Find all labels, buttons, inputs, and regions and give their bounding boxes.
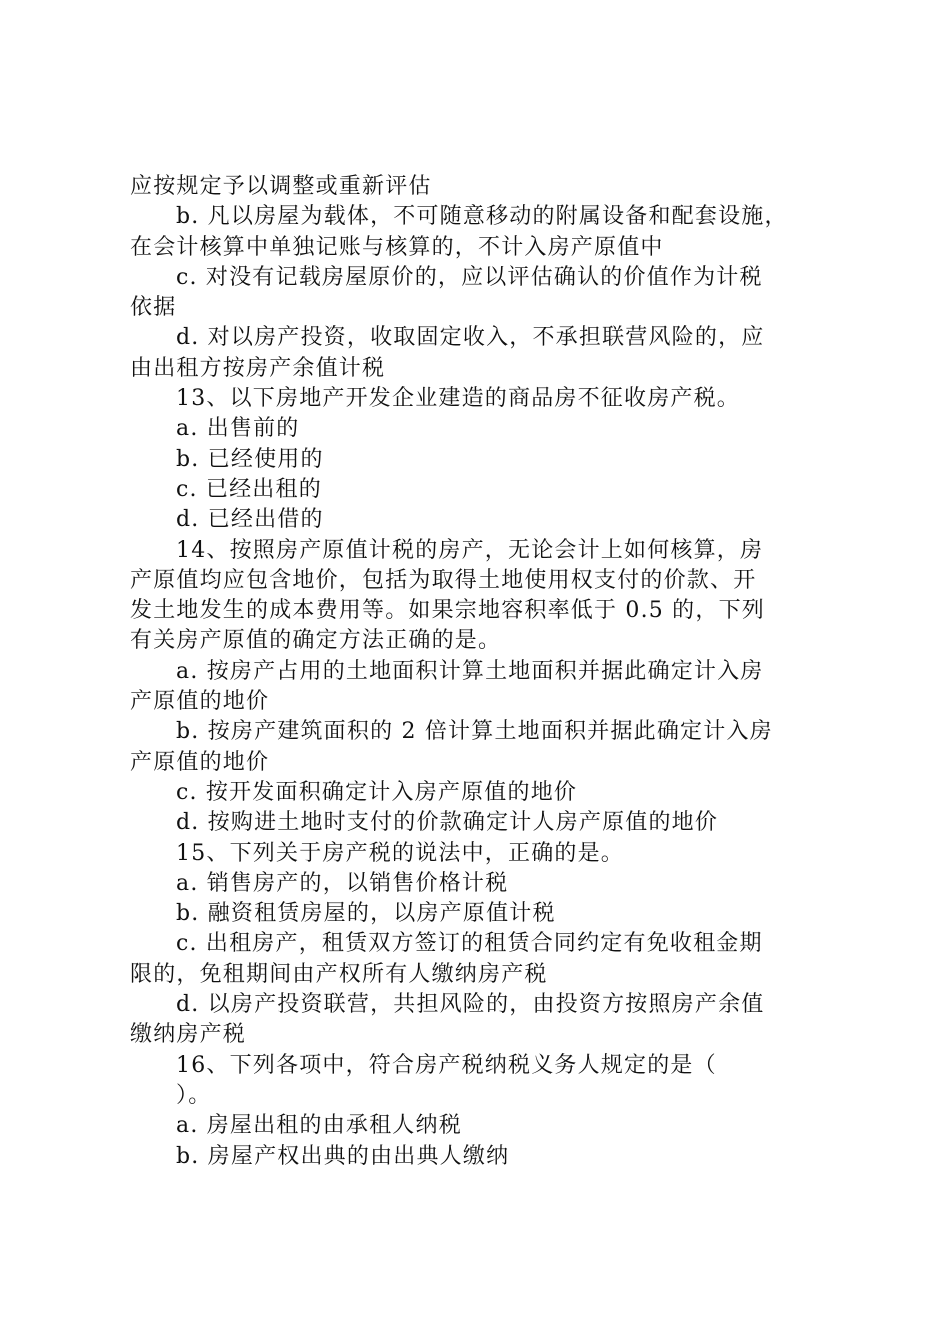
text-line: d. 对以房产投资，收取固定收入，不承担联营风险的，应 xyxy=(176,325,765,351)
text-line: d. 已经出借的 xyxy=(176,507,324,533)
text-line: c. 对没有记载房屋原价的，应以评估确认的价值作为计税 xyxy=(176,264,763,290)
text-line: 限的，免租期间由产权所有人缴纳房产税 xyxy=(130,961,548,987)
text-line: 发土地发生的成本费用等。如果宗地容积率低于 0.5 的，下列 xyxy=(130,598,765,624)
text-line: 产原值的地价 xyxy=(130,689,270,715)
text-line: d. 以房产投资联营，共担风险的，由投资方按照房产余值 xyxy=(176,992,765,1018)
text-line: b. 按房产建筑面积的 2 倍计算土地面积并据此确定计入房 xyxy=(176,719,773,745)
text-line: d. 按购进土地时支付的价款确定计人房产原值的地价 xyxy=(176,810,719,836)
text-line: c. 按开发面积确定计入房产原值的地价 xyxy=(176,779,578,805)
text-line: 16、下列各项中，符合房产税纳税义务人规定的是（ xyxy=(176,1052,717,1078)
text-line: 14、按照房产原值计税的房产，无论会计上如何核算，房 xyxy=(176,537,764,563)
text-line: 由出租方按房产余值计税 xyxy=(130,355,386,381)
text-line: 产原值均应包含地价，包括为取得土地使用权支付的价款、开 xyxy=(130,567,757,593)
text-line: b. 房屋产权出典的由出典人缴纳 xyxy=(176,1143,510,1169)
text-line: 依据 xyxy=(130,295,177,321)
text-line: 产原值的地价 xyxy=(130,749,270,775)
text-line: c. 已经出租的 xyxy=(176,476,322,502)
text-line: a. 按房产占用的土地面积计算土地面积并据此确定计入房 xyxy=(176,658,764,684)
text-line: 13、以下房地产开发企业建造的商品房不征收房产税。 xyxy=(176,386,740,412)
text-line: 15、下列关于房产税的说法中，正确的是。 xyxy=(176,840,624,866)
document-body xyxy=(130,172,840,1172)
text-line: a. 出售前的 xyxy=(176,416,300,442)
text-line: b. 已经使用的 xyxy=(176,446,324,472)
text-line: b. 融资租赁房屋的，以房产原值计税 xyxy=(176,901,556,927)
text-line: ）。 xyxy=(176,1082,212,1108)
text-line: 有关房产原值的确定方法正确的是。 xyxy=(130,628,502,654)
text-line: b. 凡以房屋为载体，不可随意移动的附属设备和配套设施， xyxy=(176,204,788,230)
text-line: c. 出租房产，租赁双方签订的租赁合同约定有免收租金期 xyxy=(176,931,763,957)
text-line: a. 房屋出租的由承租人纳税 xyxy=(176,1113,462,1139)
text-line: 在会计核算中单独记账与核算的，不计入房产原值中 xyxy=(130,234,664,260)
text-line: 缴纳房产税 xyxy=(130,1022,247,1048)
text-line: a. 销售房产的，以销售价格计税 xyxy=(176,870,509,896)
text-line: 应按规定予以调整或重新评估 xyxy=(130,174,432,199)
